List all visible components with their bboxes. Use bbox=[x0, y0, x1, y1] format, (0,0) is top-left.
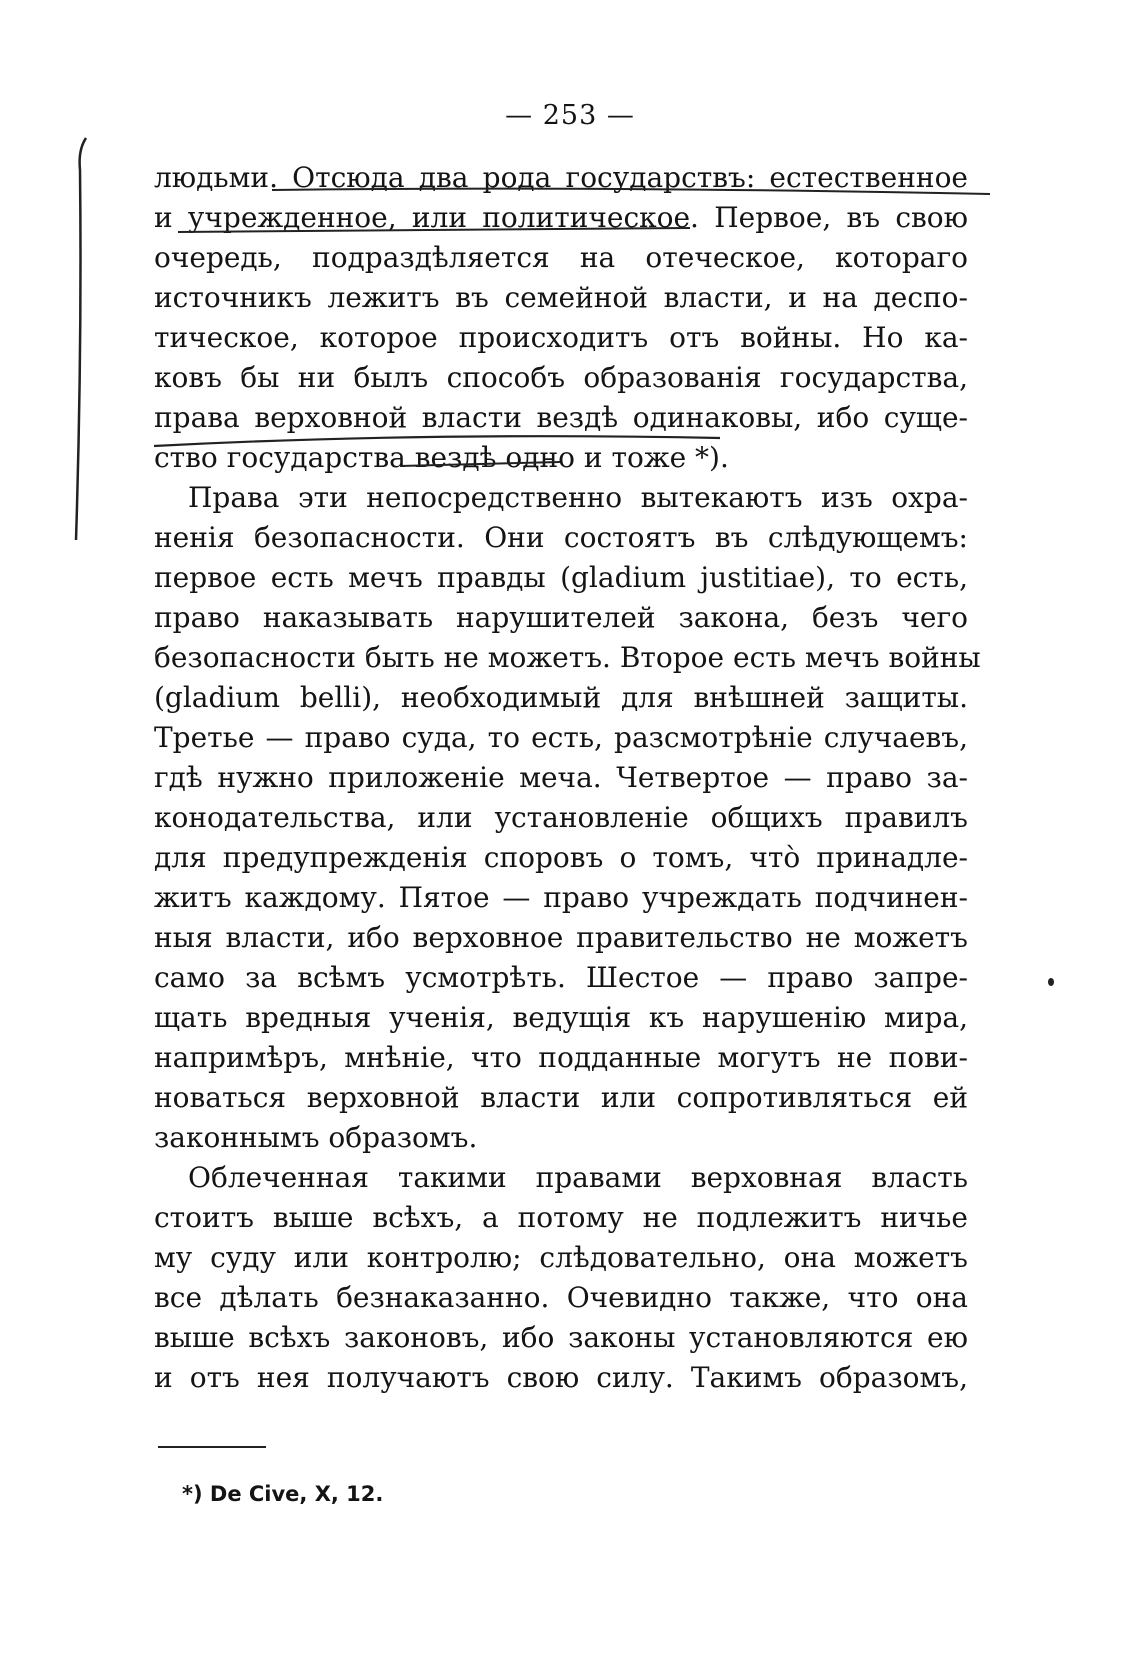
text-line: напримѣръ, мнѣніе, что подданные могутъ не пови- bbox=[154, 1041, 968, 1074]
text-line: Третье — право суда, то есть, разсмотрѣніе случаевъ, bbox=[154, 721, 968, 754]
ink-dot bbox=[1048, 978, 1054, 986]
footnote: *) De Cive, X, 12. bbox=[182, 1482, 384, 1506]
text-line: житъ каждому. Пятое — право учреждать подчинен- bbox=[154, 881, 968, 914]
text-line: и отъ нея получаютъ свою силу. Такимъ образомъ, bbox=[154, 1361, 968, 1394]
text-line: выше всѣхъ законовъ, ибо законы установляются ею bbox=[154, 1321, 968, 1354]
text-line: ковъ бы ни былъ способъ образованія государства, bbox=[154, 361, 968, 394]
text-line: щать вредныя ученія, ведущія къ нарушенію мира, bbox=[154, 1001, 968, 1034]
text-line: людьми. Отсюда два рода государствъ: естественное bbox=[154, 161, 968, 194]
margin-pencil-mark bbox=[0, 0, 120, 560]
text-line: источникъ лежитъ въ семейной власти, и на деспо- bbox=[154, 281, 968, 314]
text-line: Облеченная такими правами верховная власть bbox=[188, 1161, 968, 1194]
footnote-divider bbox=[158, 1446, 266, 1448]
text-line: само за всѣмъ усмотрѣть. Шестое — право запре- bbox=[154, 961, 968, 994]
text-line: право наказывать нарушителей закона, безъ чего bbox=[154, 601, 968, 634]
text-line: ненія безопасности. Они состоятъ въ слѣдующемъ: bbox=[154, 521, 968, 554]
text-line: новаться верховной власти или сопротивляться ей bbox=[154, 1081, 968, 1114]
text-line: ныя власти, ибо верховное правительство не можетъ bbox=[154, 921, 968, 954]
text-line: конодательства, или установленіе общихъ правилъ bbox=[154, 801, 968, 834]
text-line: права верховной власти вездѣ одинаковы, ибо суще- bbox=[154, 401, 968, 434]
text-line: гдѣ нужно приложеніе меча. Четвертое — право за- bbox=[154, 761, 968, 794]
text-line: первое есть мечъ правды (gladium justitiae), то есть, bbox=[154, 561, 968, 594]
text-line: безопасности быть не можетъ. Второе есть мечъ войны bbox=[154, 641, 981, 674]
text-line: Права эти непосредственно вытекаютъ изъ охра- bbox=[188, 481, 968, 514]
text-line: для предупрежденія споровъ о томъ, чтò принадле- bbox=[154, 841, 968, 874]
text-line: все дѣлать безнаказанно. Очевидно также, что она bbox=[154, 1281, 968, 1314]
text-line: тическое, которое происходитъ отъ войны. Но ка- bbox=[154, 321, 968, 354]
text-line: законнымъ образомъ. bbox=[154, 1121, 478, 1154]
text-line: ство государства вездѣ одно и тоже *). bbox=[154, 441, 729, 474]
text-line: (gladium belli), необходимый для внѣшней защиты. bbox=[154, 681, 968, 714]
text-line: му суду или контролю; слѣдовательно, она можетъ bbox=[154, 1241, 968, 1274]
text-line: стоитъ выше всѣхъ, а потому не подлежитъ ничье bbox=[154, 1201, 968, 1234]
text-line: и учрежденное, или политическое. Первое, въ свою bbox=[154, 201, 968, 234]
text-line: очередь, подраздѣляется на отеческое, котораго bbox=[154, 241, 968, 274]
page-number: — 253 — bbox=[505, 100, 635, 131]
